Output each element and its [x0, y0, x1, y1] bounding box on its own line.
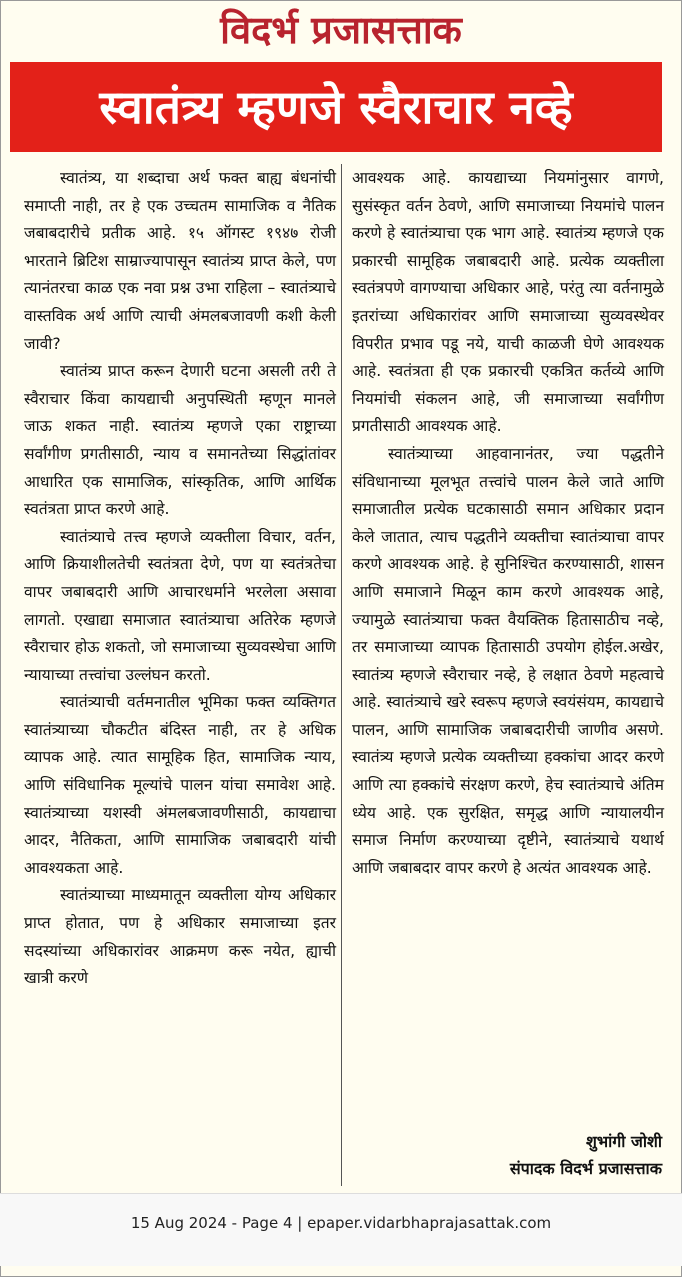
paragraph: स्वातंत्र्याच्या माध्यमातून व्यक्तीला योग्य अधिकार प्राप्त होतात, पण हे अधिकार समाजाच्या इतर सदस्यांच्या अधिकारांवर आक्रमण करू नयेत, ह्याची खात्री करणे: [24, 886, 336, 988]
footer-text[interactable]: 15 Aug 2024 - Page 4 | epaper.vidarbhaprajasattak.com: [130, 1214, 552, 1232]
author-name: शुभांगी जोशी: [585, 1132, 662, 1151]
article-column-right: [352, 165, 664, 882]
author-title: संपादक विदर्भ प्रजासत्ताक: [509, 1159, 662, 1178]
paragraph: स्वातंत्र्याची वर्तमनातील भूमिका फक्त व्यक्तिगत स्वातंत्र्याच्या चौकटीत बंदिस्त नाही, तर हे अधिक व्यापक आहे. त्यात सामूहिक हित, सामाजिक न्याय, आणि संविधानिक मूल्यांचे पालन यांचा समावेश आहे. स्वातंत्र्याच्या यशस्वी अंमलबजावणीसाठी, कायद्याचा आदर, नैतिकता, आणि सामाजिक जबाबदारी यांची आवश्यकता आहे.: [24, 693, 336, 877]
author-signature: [510, 1128, 662, 1182]
paragraph: स्वातंत्र्य, या शब्दाचा अर्थ फक्त बाह्य बंधनांची समाप्ती नाही, तर हे एक उच्चतम सामाजिक व नैतिक जबाबदारीचे प्रतीक आहे. १५ ऑगस्ट १९४७ रोजी भारताने ब्रिटिश साम्राज्यापासून स्वातंत्र्य प्राप्त केले, पण त्यानंतरचा काळ एक नवा प्रश्न उभा राहिला – स्वातंत्र्याचे वास्तविक अर्थ आणि त्याची अंमलबजावणी कशी केली जावी?: [24, 169, 336, 353]
article-headline: स्वातंत्र्य म्हणजे स्वैराचार नव्हे: [99, 80, 573, 134]
column-divider: [341, 164, 342, 1186]
paragraph: आवश्यक आहे. कायद्याच्या नियमांनुसार वागणे, सुसंस्कृत वर्तन ठेवणे, आणि समाजाच्या नियमांचे पालन करणे हे स्वातंत्र्याचा एक भाग आहे. स्वातंत्र्य म्हणजे एक प्रकारची सामूहिक जबाबदारी आहे. प्रत्येक व्यक्तीला स्वतंत्रपणे वागण्याचा अधिकार आहे, परंतु त्या वर्तनामुळे इतरांच्या अधिकारांवर आणि समाजाच्या सुव्यवस्थेवर विपरीत प्रभाव पडू नये, याची काळजी घेणे आवश्यक आहे. स्वतंत्रता ही एक प्रकारची एकत्रित कर्तव्ये आणि नियमांची संकलन आहे, जी समाजाच्या सर्वांगीण प्रगतीसाठी आवश्यक आहे.: [352, 169, 664, 436]
headline-banner: [10, 62, 662, 152]
masthead-title: विदर्भ प्रजासत्ताक: [220, 8, 462, 52]
paragraph: स्वातंत्र्य प्राप्त करून देणारी घटना असली तरी ते स्वैराचार किंवा कायद्याची अनुपस्थिती म्हणून मानले जाऊ शकत नाही. स्वातंत्र्य म्हणजे एका राष्ट्राच्या सर्वांगीण प्रगतीसाठी, न्याय व समानतेच्या सिद्धांतांवर आधारित एक सामाजिक, सांस्कृतिक, आणि आर्थिक स्वतंत्रता प्राप्त करणे आहे.: [24, 362, 336, 519]
paragraph: स्वातंत्र्याच्या आहवानानंतर, ज्या पद्धतीने संविधानाच्या मूलभूत तत्त्वांचे पालन केले जाते आणि समाजातील प्रत्येक घटकासाठी समान अधिकार प्रदान केले जातात, त्याच पद्धतीने व्यक्तीचा स्वातंत्र्याचा वापर करणे आवश्यक आहे. हे सुनिश्चित करण्यासाठी, शासन आणि समाजाने मिळून काम करणे आवश्यक आहे, ज्यामुळे स्वातंत्र्याचा फक्त वैयक्तिक हितासाठीच नव्हे, तर समाजाच्या व्यापक हितासाठी उपयोग होईल.अखेर, स्वातंत्र्य म्हणजे स्वैराचार नव्हे, हे लक्षात ठेवणे महत्वाचे आहे. स्वातंत्र्याचे खरे स्वरूप म्हणजे स्वयंसंयम, कायद्याचे पालन, आणि सामाजिक जबाबदारीची जाणीव असणे. स्वातंत्र्य म्हणजे प्रत्येक व्यक्तीच्या हक्कांचा आदर करणे आणि त्या हक्कांचे संरक्षण करणे, हेच स्वातंत्र्याचे अंतिम ध्येय आहे. एक सुरक्षित, समृद्ध आणि न्यायालयीन समाज निर्माण करण्याच्या दृष्टीने, स्वातंत्र्याचे यथार्थ आणि जबाबदार वापर करणे हे अत्यंत आवश्यक आहे.: [352, 444, 664, 877]
paragraph: स्वातंत्र्याचे तत्त्व म्हणजे व्यक्तीला विचार, वर्तन, आणि क्रियाशीलतेची स्वतंत्रता देणे, पण या स्वतंत्रतेचा वापर जबाबदारी आणि आचारधर्माने भरलेला असावा लागतो. एखाद्या समाजात स्वातंत्र्याचा अतिरेक म्हणजे स्वैराचार होऊ शकतो, जो समाजाच्या सुव्यवस्थेचा आणि न्यायाच्या तत्त्वांचा उल्लंघन करतो.: [24, 527, 336, 684]
article-column-left: [24, 165, 336, 993]
